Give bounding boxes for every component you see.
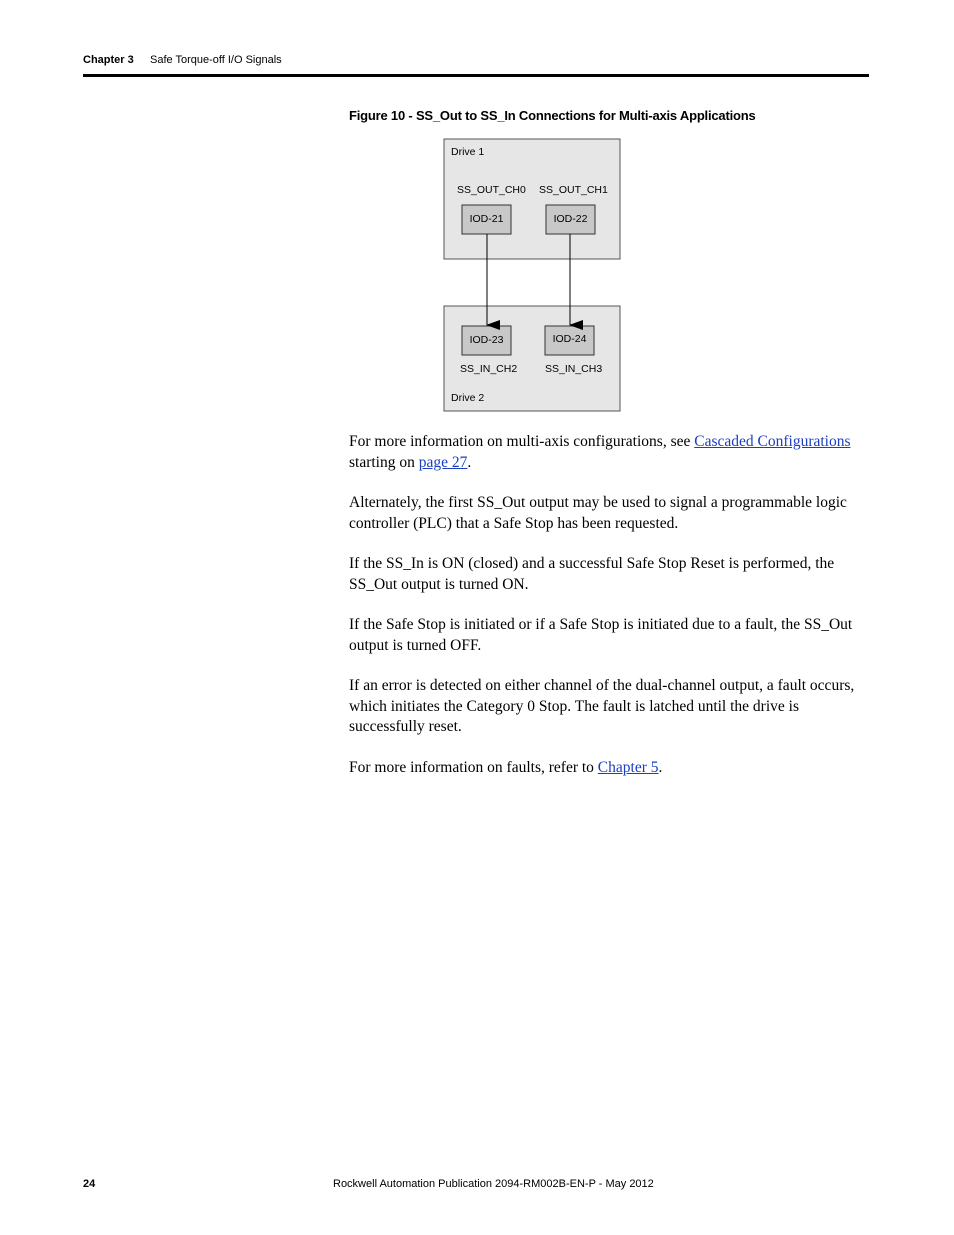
chapter-5-link[interactable]: Chapter 5 — [597, 758, 659, 776]
figure-caption: Figure 10 - SS_Out to SS_In Connections for Multi-axis Applications — [349, 108, 756, 123]
paragraph-text: For more information on multi-axis configurations, see — [349, 433, 695, 450]
header-rule — [83, 74, 869, 77]
drive1-ch1-label: SS_OUT_CH1 — [539, 184, 608, 196]
paragraph-ss-out-off: If the Safe Stop is initiated or if a Safe Stop is initiated due to a fault, the SS_Out output is turned OFF. — [349, 616, 853, 654]
drive1-label: Drive 1 — [451, 146, 485, 158]
page-number: 24 — [83, 1178, 96, 1190]
paragraph-multi-axis — [349, 432, 869, 473]
iod-21-label: IOD-21 — [469, 213, 504, 225]
paragraph-text: For more information on faults, refer to — [349, 758, 598, 776]
drive2-label: Drive 2 — [451, 392, 485, 404]
paragraph-ss-in-on: If the SS_In is ON (closed) and a successful Safe Stop Reset is performed, the SS_Out output is turned ON. — [349, 555, 835, 593]
body-text — [349, 432, 869, 798]
cascaded-configurations-link[interactable]: Cascaded Configurations — [694, 433, 851, 450]
paragraph-faults-ref — [349, 758, 869, 779]
header-title: Safe Torque-off I/O Signals — [150, 54, 282, 66]
paragraph-fault: If an error is detected on either channel of the dual-channel output, a fault occurs, which initiates the Category 0 Stop. The fault is latched until the drive is successfully reset. — [349, 677, 855, 735]
iod-23-label: IOD-23 — [469, 334, 504, 346]
drive2-ch3-label: SS_IN_CH3 — [545, 363, 603, 375]
iod-22-label: IOD-22 — [553, 213, 588, 225]
drive2-ch2-label: SS_IN_CH2 — [460, 363, 518, 375]
page-27-link[interactable]: page 27 — [418, 453, 468, 471]
iod-24-label: IOD-24 — [552, 333, 587, 345]
drive1-ch0-label: SS_OUT_CH0 — [457, 184, 526, 196]
paragraph-text: . — [658, 758, 663, 776]
paragraph-text: . — [467, 453, 472, 471]
paragraph-text: starting on — [349, 453, 419, 471]
connection-diagram — [443, 138, 623, 414]
header-chapter: Chapter 3 — [83, 54, 134, 66]
paragraph-plc: Alternately, the first SS_Out output may be used to signal a programmable logic controller (PLC) that a Safe Stop has been requested. — [349, 494, 847, 532]
publication-info: Rockwell Automation Publication 2094-RM002B-EN-P - May 2012 — [333, 1178, 654, 1190]
